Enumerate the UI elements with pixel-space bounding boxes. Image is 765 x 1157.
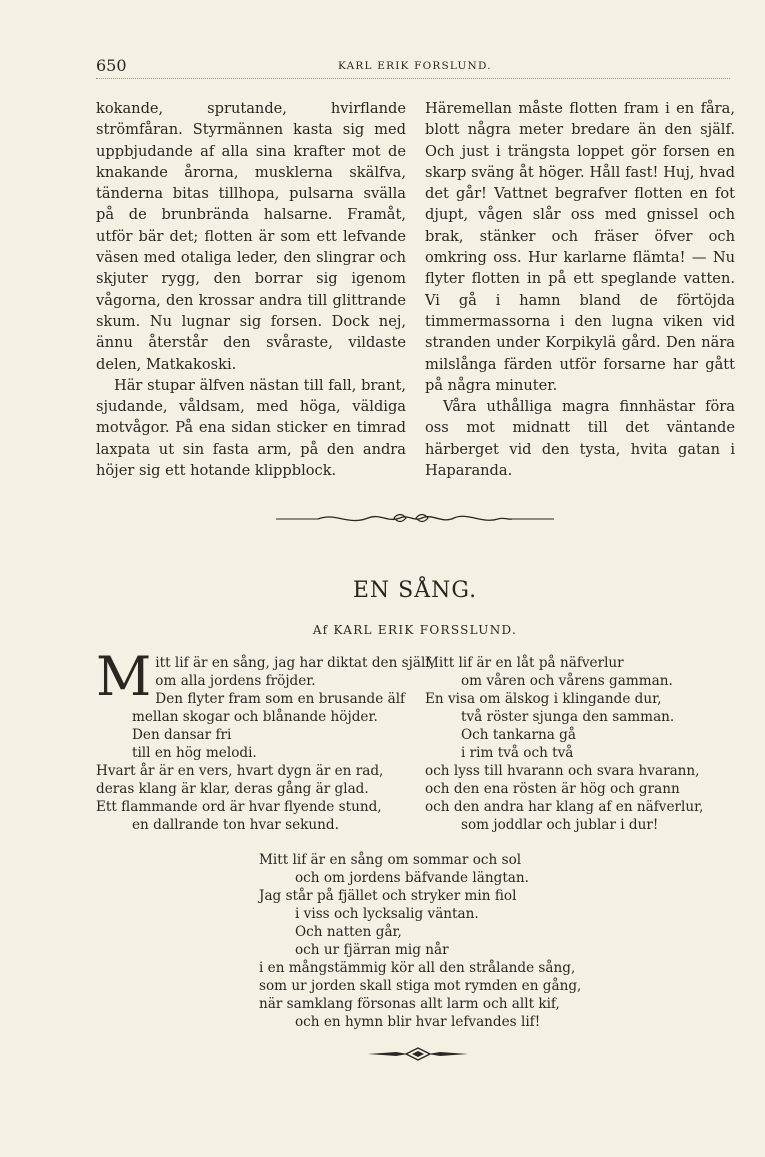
drop-cap: M: [96, 645, 152, 708]
poem-line: när samklang försonas allt larm och allt kif,: [259, 996, 560, 1012]
poem-line: till en hög melodi.: [132, 745, 257, 761]
end-ornament: [368, 1046, 468, 1062]
prose-paragraph: Här stupar älfven nästan till fall, brant, sjudande, våldsam, med höga, väldiga motvågor. På ena sidan sticker en timrad laxpata ut sin fasta arm, på den andra höjer sig ett hotande klippblock.: [96, 376, 406, 480]
poem-line: Mitt lif är en sång om sommar och sol: [259, 852, 522, 868]
poem-byline: Af KARL ERIK FORSSLUND.: [312, 623, 518, 637]
poem-line: om våren och vårens gamman.: [461, 673, 673, 689]
poem-line: Ett flammande ord är hvar flyende stund,: [96, 799, 382, 815]
prose-column-left: [96, 98, 406, 481]
poem-line: och den ena rösten är hög och grann: [425, 781, 680, 797]
poem-stanza-3: [259, 851, 582, 1031]
poem-line: Den flyter fram som en brusande älf: [155, 691, 406, 707]
poem-line: i viss och lycksalig väntan.: [295, 906, 479, 922]
poem-line: om alla jordens fröjder.: [155, 673, 316, 689]
poem-line: två röster sjunga den samman.: [461, 709, 675, 725]
poem-line: Och tankarna gå: [461, 727, 576, 743]
poem-line: och ur fjärran mig når: [295, 942, 449, 958]
prose-paragraph: Våra uthålliga magra finnhästar föra oss mot midnatt till det väntande härberget vid den tysta, hvita gatan i Haparanda.: [425, 398, 735, 480]
poem-line: som ur jorden skall stiga mot rymden en gång,: [259, 978, 582, 994]
poem-line: deras klang är klar, deras gång är glad.: [96, 781, 369, 797]
prose-paragraph: Häremellan måste flotten fram i en fåra, blott några meter bredare än den själf. Och just i trängsta loppet gör forsen en skarp sväng åt höger. Håll fast! Huj, hvad det går! Vattnet begrafver flotten en fot djupt, vågen slår oss med gnissel och brak, stänker och fräser öfver och omkring oss. Hur karlarne flämta! — Nu flyter flotten in på ett speglande vatten. Vi gå i hamn bland de förtöjda timmermassorna i den lugna viken vid stranden under Korpikylä gård. Den nära milslånga färden utför forsarne har gått på några minuter.: [425, 100, 735, 394]
poem-line: i rim två och två: [461, 745, 574, 761]
poem-line: Hvart år är en vers, hvart dygn är en rad,: [96, 763, 384, 779]
poem-line: och lyss till hvarann och svara hvarann,: [425, 763, 700, 779]
poem-line: itt lif är en sång, jag har diktat den själf,: [155, 655, 435, 671]
poem-line: Den dansar fri: [132, 727, 232, 743]
poem-line: och en hymn blir hvar lefvandes lif!: [295, 1014, 541, 1030]
poem-line: Och natten går,: [295, 924, 402, 940]
poem-line: i en mångstämmig kör all den strålande sång,: [259, 960, 576, 976]
page-number: 650: [96, 56, 127, 75]
ornamental-divider: [276, 508, 554, 528]
poem-stanza-2: [425, 654, 735, 834]
poem-stanza-1: [96, 645, 435, 834]
poem-title: EN SÅNG.: [352, 578, 478, 603]
poem-line: En visa om älskog i klingande dur,: [425, 691, 662, 707]
poem-line: Mitt lif är en låt på näfverlur: [425, 655, 624, 671]
poem-line: Jag står på fjället och stryker min fiol: [259, 888, 517, 904]
page-header: [96, 56, 730, 79]
poem-line: och den andra har klang af en näfverlur,: [425, 799, 704, 815]
poem-line: som joddlar och jublar i dur!: [461, 817, 659, 833]
poem-line: en dallrande ton hvar sekund.: [132, 817, 339, 833]
poem-line: mellan skogar och blånande höjder.: [132, 709, 378, 725]
prose-paragraph: kokande, sprutande, hvirflande strömfåran. Styrmännen kasta sig med uppbjudande af alla sina krafter mot de knakande årorna, musklerna skälfva, tänderna bitas tillhopa, pulsarna svälla på de brunbrända halsarne. Framåt, utför bär det; flotten är som ett lefvande väsen med otaliga leder, den slingrar och skjuter rygg, den borrar sig igenom vågorna, den krossar andra till glittrande skum. Nu lugnar sig forsen. Dock nej, ännu återstår den svåraste, vildaste delen, Matkakoski.: [96, 100, 406, 373]
poem-line: och om jordens bäfvande längtan.: [295, 870, 529, 886]
running-head: KARL ERIK FORSLUND.: [338, 60, 492, 72]
prose-column-right: [425, 98, 735, 481]
